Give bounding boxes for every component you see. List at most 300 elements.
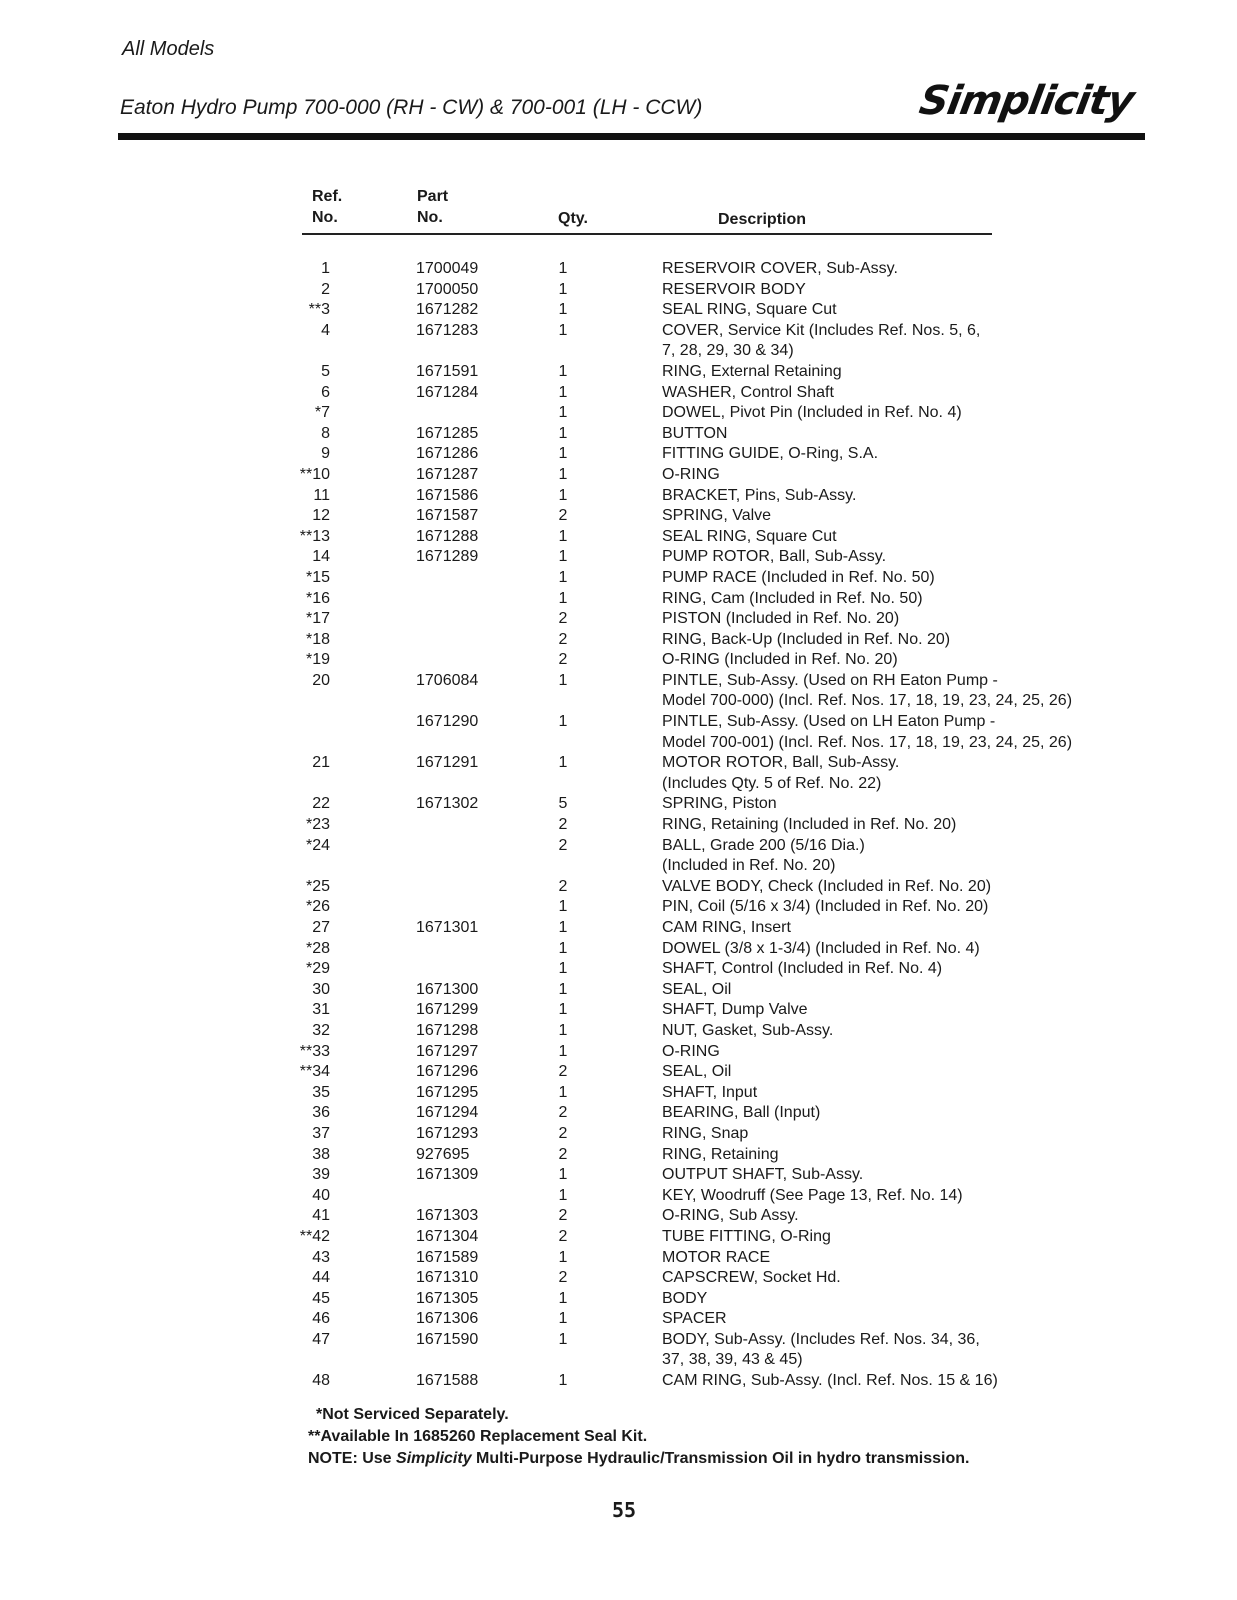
qty-cell: 2: [558, 877, 568, 895]
part-no-cell: 1671591: [416, 362, 479, 380]
table-row: [0, 650, 1237, 671]
table-row: [0, 712, 1237, 753]
description-cell: [662, 959, 1162, 980]
table-row: [0, 1103, 1237, 1124]
ref-no-cell: *28: [305, 939, 330, 957]
table-row: [0, 1227, 1237, 1248]
ref-no-cell: 1: [321, 260, 330, 277]
qty-cell: 1: [558, 424, 568, 442]
description-line: BODY: [662, 1289, 708, 1307]
description-cell: [662, 897, 1162, 918]
table-row: [0, 1371, 1237, 1392]
table-row: [0, 897, 1237, 918]
table-row: [0, 300, 1237, 321]
header-underline: [302, 233, 992, 235]
description-cell: [662, 589, 1162, 610]
table-row: [0, 980, 1237, 1001]
ref-no-cell: 44: [312, 1269, 330, 1287]
description-line: Model 700-000) (Incl. Ref. Nos. 17, 18, 19, 23, 24, 25, 26): [662, 692, 1073, 710]
ref-no-cell: 45: [312, 1289, 330, 1307]
ref-no-cell: 38: [312, 1145, 330, 1163]
part-no-cell: 1671590: [416, 1330, 479, 1348]
ref-no-cell: 36: [312, 1104, 330, 1122]
qty-cell: 1: [558, 465, 568, 483]
description-line: SEAL RING, Square Cut: [662, 301, 837, 319]
qty-cell: 2: [558, 651, 568, 669]
description-cell: [662, 568, 1162, 589]
part-no-header: [417, 186, 448, 228]
qty-cell: 2: [558, 1124, 568, 1142]
ref-no-cell: *7: [314, 404, 330, 422]
qty-cell: 1: [558, 671, 568, 689]
description-cell: [662, 1227, 1162, 1248]
description-line: SEAL, Oil: [662, 1063, 732, 1081]
ref-no-cell: 48: [312, 1372, 330, 1390]
description-cell: [662, 1268, 1162, 1289]
ref-no-cell: 12: [312, 507, 330, 525]
qty-cell: 5: [558, 795, 568, 813]
qty-cell: 1: [558, 1001, 568, 1019]
qty-cell: 2: [558, 1227, 568, 1245]
qty-cell: 1: [558, 960, 568, 978]
qty-cell: 2: [558, 1104, 568, 1122]
table-row: [0, 259, 1237, 280]
description-cell: [662, 630, 1162, 651]
description-cell: [662, 321, 1162, 362]
description-cell: [662, 1289, 1162, 1310]
note-suffix: Multi-Purpose Hydraulic/Transmission Oil in hydro transmission.: [471, 1450, 970, 1467]
note-brand: Simplicity: [396, 1450, 472, 1467]
ref-no-header: [312, 186, 342, 228]
description-cell: [662, 1000, 1162, 1021]
part-no-cell: 1671586: [416, 486, 479, 504]
description-cell: [662, 362, 1162, 383]
description-line: PUMP RACE (Included in Ref. No. 50): [662, 568, 935, 586]
description-cell: [662, 1206, 1162, 1227]
part-no-cell: 1671296: [416, 1063, 479, 1081]
description-line: CAPSCREW, Socket Hd.: [662, 1269, 841, 1287]
ref-header-line1: Ref.: [312, 188, 343, 205]
qty-cell: 1: [558, 1248, 568, 1266]
qty-cell: 1: [558, 980, 568, 998]
part-no-cell: 1671304: [416, 1227, 479, 1245]
description-cell: [662, 444, 1162, 465]
footnote-note: [308, 1448, 969, 1470]
part-no-cell: 1671284: [416, 383, 479, 401]
description-line: SEAL RING, Square Cut: [662, 527, 837, 545]
header-rule: [118, 133, 1145, 140]
description-line: CAM RING, Insert: [662, 919, 791, 936]
description-cell: [662, 547, 1162, 568]
table-row: [0, 444, 1237, 465]
qty-cell: 1: [558, 362, 568, 380]
models-label: All Models: [122, 38, 215, 60]
table-row: [0, 280, 1237, 301]
qty-cell: 2: [558, 836, 568, 854]
qty-cell: 2: [558, 1145, 568, 1163]
part-no-cell: 1671285: [416, 424, 479, 442]
qty-cell: 1: [558, 1042, 568, 1060]
table-row: [0, 753, 1237, 794]
description-line: MOTOR RACE: [662, 1248, 771, 1266]
ref-no-cell: *18: [305, 630, 330, 648]
description-cell: [662, 465, 1162, 486]
description-line: MOTOR ROTOR, Ball, Sub-Assy.: [662, 754, 900, 772]
qty-cell: 1: [558, 260, 568, 277]
qty-cell: 1: [558, 1289, 568, 1307]
part-no-cell: 1671302: [416, 795, 479, 813]
table-row: [0, 609, 1237, 630]
table-row: [0, 1186, 1237, 1207]
ref-no-cell: 40: [312, 1186, 330, 1204]
description-line: RING, Snap: [662, 1124, 749, 1142]
description-cell: [662, 815, 1162, 836]
ref-no-cell: 31: [312, 1001, 330, 1019]
table-row: [0, 1165, 1237, 1186]
description-cell: [662, 527, 1162, 548]
description-cell: [662, 403, 1162, 424]
ref-no-cell: *25: [305, 877, 330, 895]
qty-cell: 1: [558, 1330, 568, 1348]
description-line: PINTLE, Sub-Assy. (Used on RH Eaton Pump -: [662, 671, 998, 689]
table-row: [0, 836, 1237, 877]
ref-no-cell: 41: [312, 1207, 330, 1225]
table-row: [0, 547, 1237, 568]
ref-no-cell: 14: [312, 548, 330, 566]
table-row: [0, 671, 1237, 712]
ref-no-cell: 20: [312, 671, 330, 689]
ref-no-cell: 21: [312, 754, 330, 772]
description-cell: [662, 918, 1162, 939]
part-no-cell: 1671301: [416, 919, 479, 936]
description-header: Description: [718, 211, 807, 228]
ref-no-cell: 6: [321, 383, 330, 401]
table-row: [0, 815, 1237, 836]
description-cell: [662, 753, 1162, 794]
qty-cell: 1: [558, 280, 568, 298]
ref-no-cell: 2: [321, 280, 330, 298]
qty-cell: 2: [558, 1269, 568, 1287]
description-cell: [662, 1371, 1162, 1392]
qty-cell: 1: [558, 713, 568, 731]
table-row: [0, 877, 1237, 898]
part-no-cell: 1671289: [416, 548, 479, 566]
qty-cell: 1: [558, 1310, 568, 1328]
qty-cell: 1: [558, 404, 568, 422]
description-cell: [662, 1145, 1162, 1166]
ref-no-cell: *15: [305, 568, 330, 586]
part-no-cell: 1700049: [416, 260, 479, 277]
table-row: [0, 1309, 1237, 1330]
part-no-cell: 1671283: [416, 321, 479, 339]
description-line: CAM RING, Sub-Assy. (Incl. Ref. Nos. 15 & 16): [662, 1372, 998, 1390]
ref-no-cell: 8: [321, 424, 330, 442]
description-cell: [662, 506, 1162, 527]
description-line: Model 700-001) (Incl. Ref. Nos. 17, 18, 19, 23, 24, 25, 26): [662, 733, 1073, 751]
qty-cell: 1: [558, 486, 568, 504]
ref-no-cell: *26: [305, 898, 330, 916]
table-row: [0, 1042, 1237, 1063]
parts-table: [0, 259, 1237, 1392]
description-line: TUBE FITTING, O-Ring: [662, 1227, 831, 1245]
part-no-cell: 1671305: [416, 1289, 479, 1307]
description-line: O-RING: [662, 465, 720, 483]
description-line: KEY, Woodruff (See Page 13, Ref. No. 14): [662, 1186, 963, 1204]
description-line: 37, 38, 39, 43 & 45): [662, 1351, 803, 1369]
table-row: [0, 1268, 1237, 1289]
qty-cell: 1: [558, 589, 568, 607]
description-cell: [662, 1083, 1162, 1104]
part-no-cell: 1671309: [416, 1166, 479, 1184]
ref-no-cell: 43: [312, 1248, 330, 1266]
description-line: DOWEL, Pivot Pin (Included in Ref. No. 4): [662, 404, 962, 422]
description-line: 7, 28, 29, 30 & 34): [662, 342, 794, 360]
part-no-cell: 1700050: [416, 280, 479, 298]
table-row: [0, 321, 1237, 362]
description-line: SPRING, Piston: [662, 795, 777, 813]
ref-no-cell: 39: [312, 1166, 330, 1184]
description-line: RING, Back-Up (Included in Ref. No. 20): [662, 630, 951, 648]
description-line: COVER, Service Kit (Includes Ref. Nos. 5, 6,: [662, 321, 981, 339]
table-row: [0, 918, 1237, 939]
description-line: BRACKET, Pins, Sub-Assy.: [662, 486, 857, 504]
ref-no-cell: 9: [321, 445, 330, 463]
description-line: BALL, Grade 200 (5/16 Dia.): [662, 836, 865, 854]
description-line: O-RING: [662, 1042, 720, 1060]
ref-no-cell: 35: [312, 1083, 330, 1101]
description-line: RING, Retaining (Included in Ref. No. 20): [662, 816, 957, 834]
qty-cell: 1: [558, 568, 568, 586]
description-line: RING, Cam (Included in Ref. No. 50): [662, 589, 923, 607]
part-no-cell: 1671282: [416, 301, 479, 319]
ref-no-cell: 11: [313, 486, 330, 504]
part-no-cell: 1706084: [416, 671, 479, 689]
description-cell: [662, 712, 1162, 753]
ref-no-cell: *19: [305, 651, 330, 669]
description-line: PIN, Coil (5/16 x 3/4) (Included in Ref. No. 20): [662, 898, 989, 916]
table-row: [0, 1062, 1237, 1083]
qty-cell: 2: [558, 610, 568, 628]
ref-no-cell: **13: [299, 527, 330, 545]
part-no-cell: 1671587: [416, 507, 479, 525]
description-cell: [662, 280, 1162, 301]
ref-no-cell: 32: [312, 1021, 330, 1039]
ref-no-cell: 37: [312, 1124, 330, 1142]
description-line: RING, External Retaining: [662, 362, 842, 380]
ref-no-cell: **42: [299, 1227, 330, 1245]
qty-cell: 1: [558, 1021, 568, 1039]
description-cell: [662, 259, 1162, 280]
description-line: O-RING, Sub Assy.: [662, 1207, 799, 1225]
part-no-cell: 1671287: [416, 465, 479, 483]
table-row: [0, 486, 1237, 507]
description-cell: [662, 671, 1162, 712]
part-no-cell: 1671295: [416, 1083, 479, 1101]
table-row: [0, 1289, 1237, 1310]
footnote-not-serviced: *Not Serviced Separately.: [316, 1406, 509, 1423]
qty-cell: 1: [558, 301, 568, 319]
description-line: NUT, Gasket, Sub-Assy.: [662, 1021, 834, 1039]
description-cell: [662, 1248, 1162, 1269]
ref-no-cell: *23: [305, 816, 330, 834]
description-cell: [662, 300, 1162, 321]
qty-cell: 2: [558, 1063, 568, 1081]
table-row: [0, 939, 1237, 960]
part-no-cell: 1671588: [416, 1372, 479, 1390]
part-no-cell: 1671310: [416, 1269, 479, 1287]
ref-no-cell: 46: [312, 1310, 330, 1328]
part-no-cell: 1671298: [416, 1021, 479, 1039]
description-line: WASHER, Control Shaft: [662, 383, 834, 401]
ref-no-cell: 5: [321, 362, 330, 380]
description-cell: [662, 609, 1162, 630]
qty-cell: 1: [558, 898, 568, 916]
part-no-cell: 1671297: [416, 1042, 479, 1060]
qty-cell: 1: [558, 1083, 568, 1101]
qty-cell: 2: [558, 816, 568, 834]
description-line: RESERVOIR COVER, Sub-Assy.: [662, 260, 898, 277]
description-cell: [662, 939, 1162, 960]
description-line: PISTON (Included in Ref. No. 20): [662, 610, 900, 628]
part-no-cell: 1671589: [416, 1248, 479, 1266]
table-row: [0, 794, 1237, 815]
description-line: PINTLE, Sub-Assy. (Used on LH Eaton Pump -: [662, 713, 996, 731]
brand-logo: Simplicity: [915, 78, 1137, 124]
part-no-cell: 1671286: [416, 445, 479, 463]
ref-no-cell: 22: [312, 795, 330, 813]
table-row: [0, 1206, 1237, 1227]
description-cell: [662, 1042, 1162, 1063]
table-row: [0, 465, 1237, 486]
qty-cell: 1: [558, 321, 568, 339]
table-row: [0, 362, 1237, 383]
ref-no-cell: **3: [308, 301, 330, 319]
qty-cell: 1: [558, 445, 568, 463]
table-row: [0, 527, 1237, 548]
description-cell: [662, 1186, 1162, 1207]
ref-no-cell: 30: [312, 980, 330, 998]
description-line: DOWEL (3/8 x 1-3/4) (Included in Ref. No. 4): [662, 939, 980, 957]
qty-cell: 1: [558, 548, 568, 566]
ref-no-cell: *17: [305, 610, 330, 628]
qty-cell: 1: [558, 1372, 568, 1390]
part-no-cell: 1671306: [416, 1310, 479, 1328]
qty-cell: 1: [558, 754, 568, 772]
ref-header-line2: No.: [312, 209, 338, 226]
description-cell: [662, 1309, 1162, 1330]
table-row: [0, 403, 1237, 424]
part-no-cell: 1671294: [416, 1104, 479, 1122]
part-no-cell: 1671299: [416, 1001, 479, 1019]
description-line: SPRING, Valve: [662, 507, 772, 525]
ref-no-cell: **10: [299, 465, 330, 483]
description-cell: [662, 650, 1162, 671]
table-row: [0, 1000, 1237, 1021]
table-row: [0, 1248, 1237, 1269]
ref-no-cell: *24: [305, 836, 330, 854]
table-row: [0, 1330, 1237, 1371]
qty-header: Qty.: [558, 210, 588, 227]
ref-no-cell: 27: [312, 919, 330, 936]
description-line: SPACER: [662, 1310, 727, 1328]
ref-no-cell: *16: [305, 589, 330, 607]
qty-cell: 1: [558, 1166, 568, 1184]
description-cell: [662, 1165, 1162, 1186]
description-line: SHAFT, Dump Valve: [662, 1001, 808, 1019]
table-row: [0, 1021, 1237, 1042]
description-cell: [662, 794, 1162, 815]
note-prefix: NOTE: Use: [308, 1450, 397, 1467]
table-row: [0, 424, 1237, 445]
description-line: SHAFT, Input: [662, 1083, 758, 1101]
description-line: VALVE BODY, Check (Included in Ref. No. 20): [662, 877, 992, 895]
ref-no-cell: 47: [312, 1330, 330, 1348]
description-cell: [662, 877, 1162, 898]
description-cell: [662, 486, 1162, 507]
qty-cell: 1: [558, 939, 568, 957]
description-line: FITTING GUIDE, O-Ring, S.A.: [662, 445, 879, 463]
description-line: (Included in Ref. No. 20): [662, 857, 836, 875]
part-no-cell: 927695: [416, 1145, 470, 1163]
table-row: [0, 1083, 1237, 1104]
table-row: [0, 589, 1237, 610]
qty-cell: 1: [558, 1186, 568, 1204]
footnote-seal-kit: **Available In 1685260 Replacement Seal Kit.: [308, 1428, 648, 1445]
page-number: 55: [612, 1498, 637, 1522]
page-title: Eaton Hydro Pump 700-000 (RH - CW) & 700-001 (LH - CCW): [120, 96, 703, 119]
part-header-line1: Part: [417, 188, 449, 205]
qty-cell: 1: [558, 383, 568, 401]
description-line: O-RING (Included in Ref. No. 20): [662, 651, 898, 669]
description-cell: [662, 980, 1162, 1001]
table-row: [0, 1145, 1237, 1166]
description-cell: [662, 1103, 1162, 1124]
qty-cell: 2: [558, 507, 568, 525]
part-no-cell: 1671291: [416, 754, 479, 772]
table-row: [0, 568, 1237, 589]
qty-cell: 2: [558, 630, 568, 648]
ref-no-cell: **34: [299, 1063, 330, 1081]
description-cell: [662, 1062, 1162, 1083]
description-line: SHAFT, Control (Included in Ref. No. 4): [662, 960, 943, 978]
table-row: [0, 1124, 1237, 1145]
qty-cell: 1: [558, 527, 568, 545]
part-no-cell: 1671293: [416, 1124, 479, 1142]
description-line: SEAL, Oil: [662, 980, 732, 998]
description-cell: [662, 1330, 1162, 1371]
description-cell: [662, 1124, 1162, 1145]
table-row: [0, 506, 1237, 527]
description-cell: [662, 1021, 1162, 1042]
part-no-cell: 1671300: [416, 980, 479, 998]
description-cell: [662, 424, 1162, 445]
part-no-cell: 1671290: [416, 713, 479, 731]
description-line: PUMP ROTOR, Ball, Sub-Assy.: [662, 548, 887, 566]
ref-no-cell: **33: [299, 1042, 330, 1060]
part-header-line2: No.: [417, 209, 443, 226]
description-line: BUTTON: [662, 424, 728, 442]
description-line: RING, Retaining: [662, 1145, 779, 1163]
qty-cell: 2: [558, 1207, 568, 1225]
part-no-cell: 1671303: [416, 1207, 479, 1225]
description-line: BEARING, Ball (Input): [662, 1104, 821, 1122]
table-row: [0, 959, 1237, 980]
ref-no-cell: 4: [321, 321, 330, 339]
table-row: [0, 630, 1237, 651]
description-cell: [662, 383, 1162, 404]
part-no-cell: 1671288: [416, 527, 479, 545]
description-cell: [662, 836, 1162, 877]
